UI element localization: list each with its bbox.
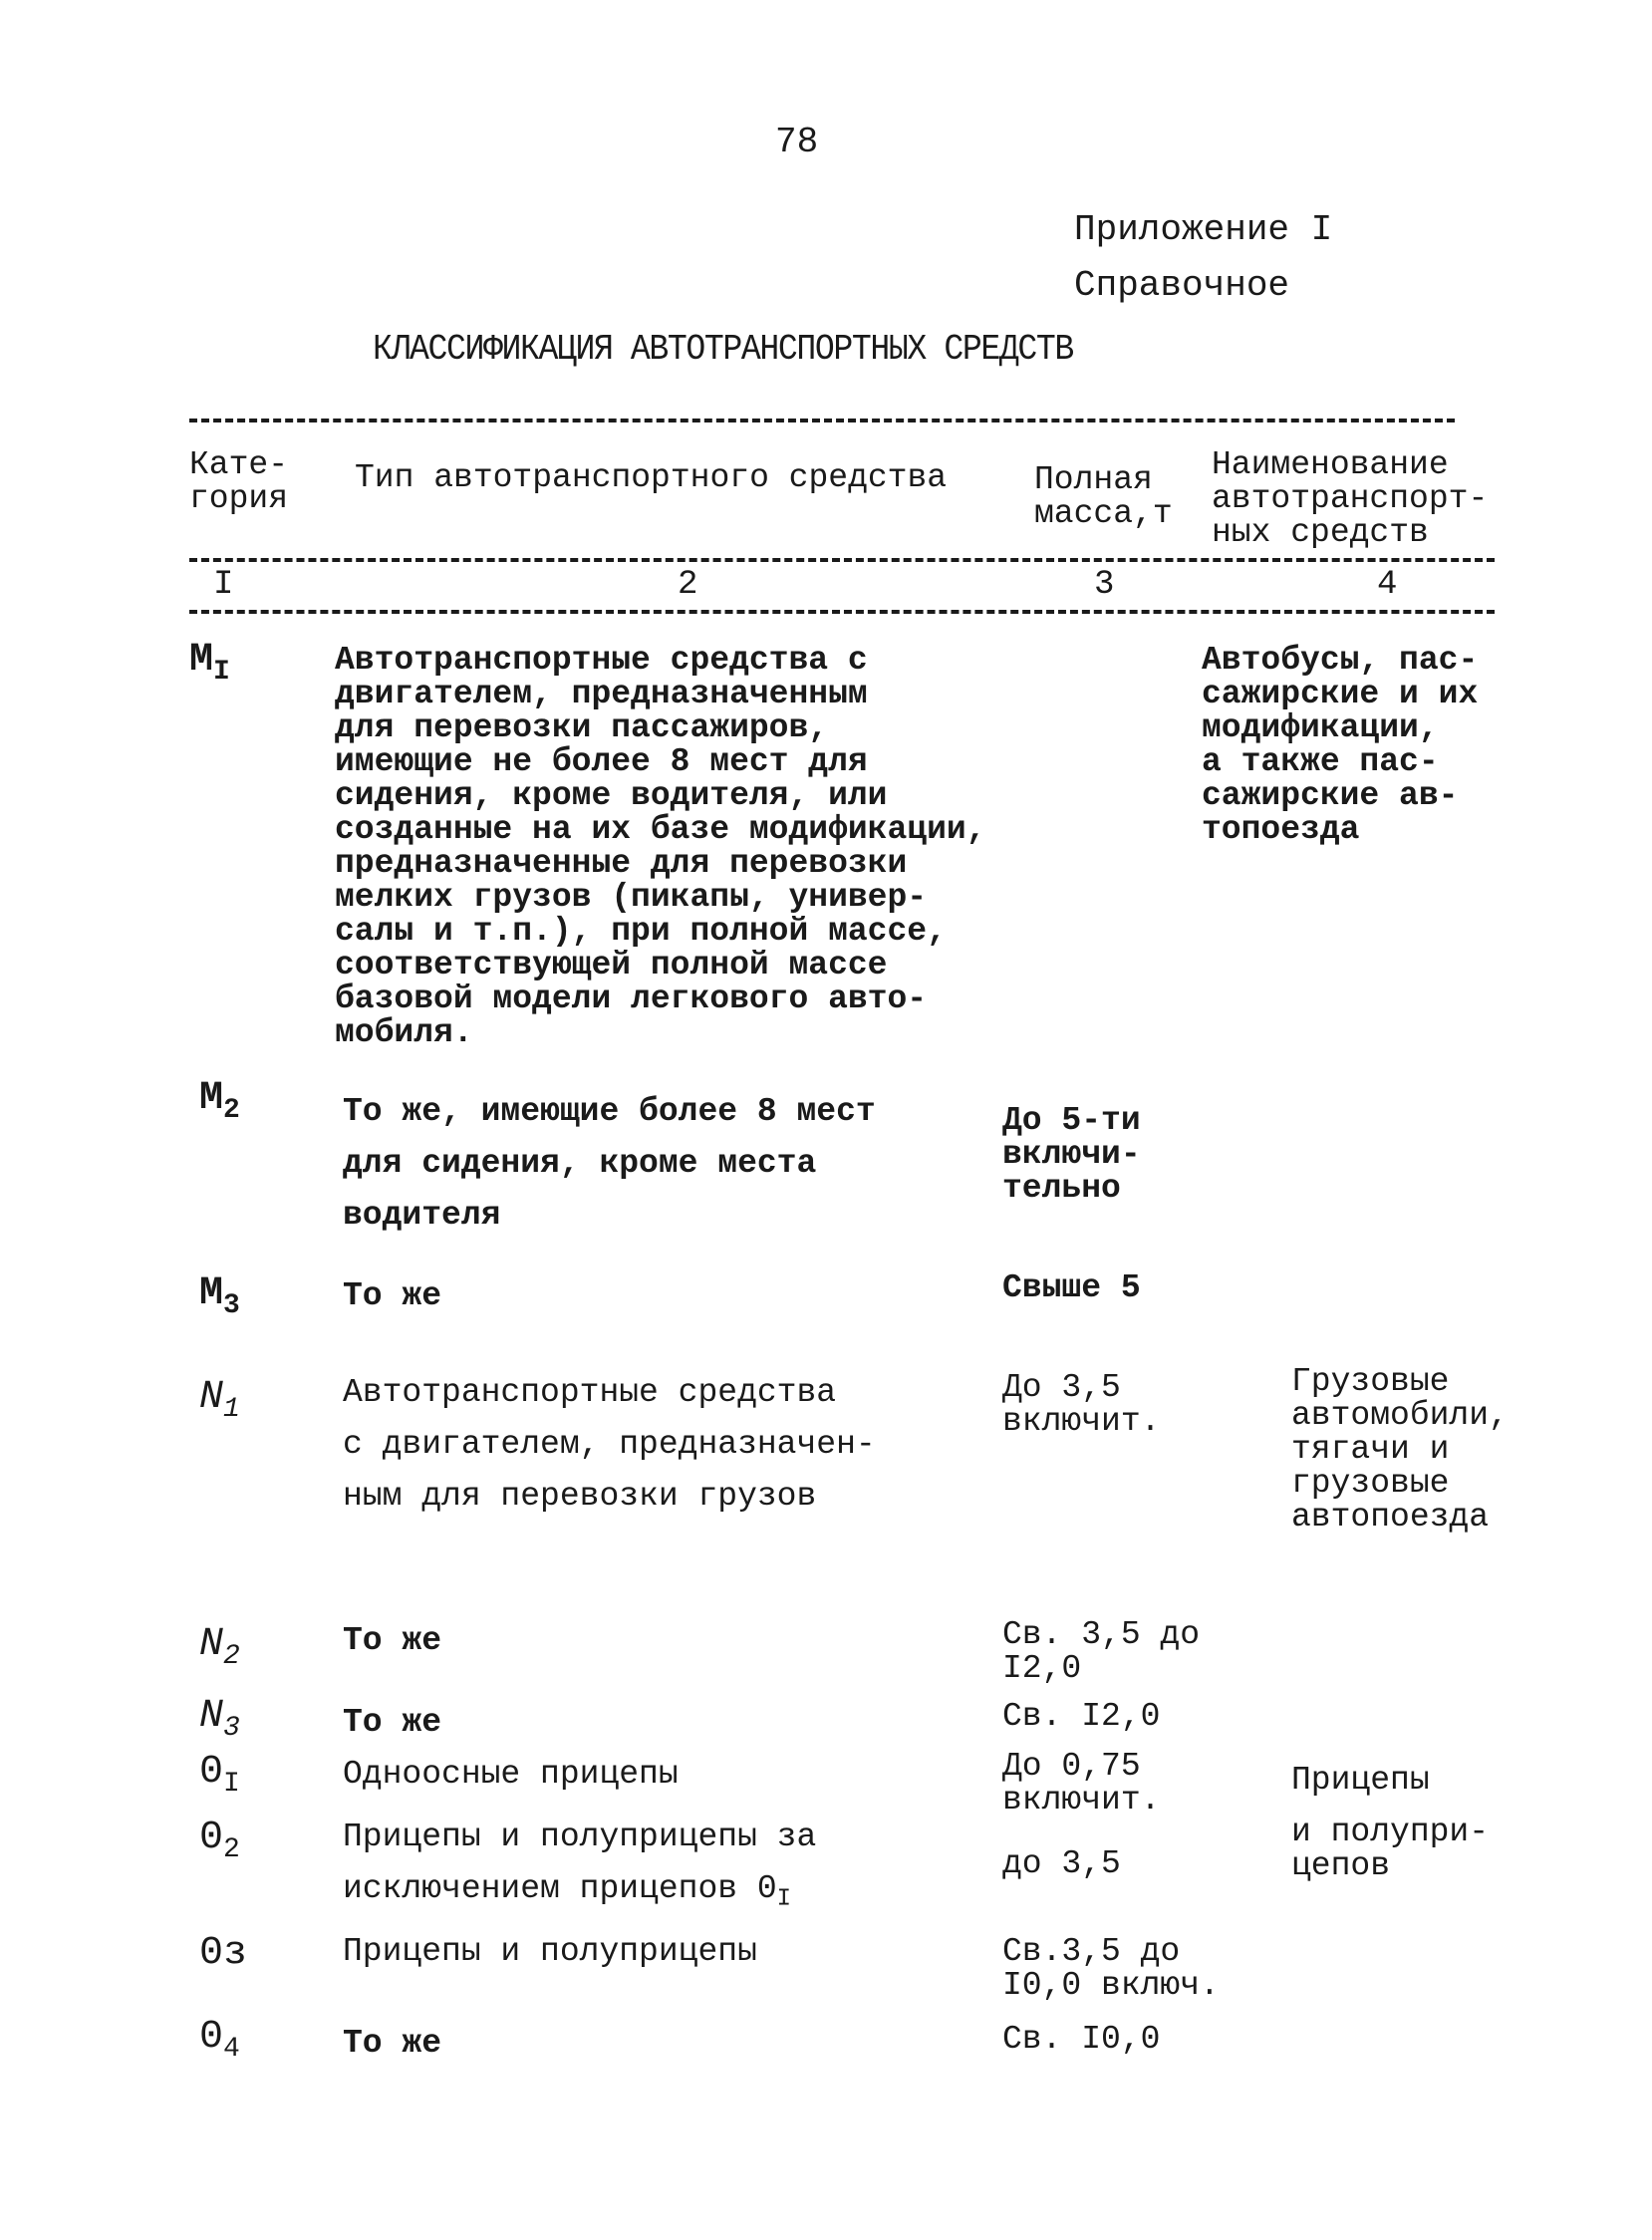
category-o1: $0_I$ — [199, 1750, 240, 1800]
type-o1: Одноосные прицепы — [343, 1756, 679, 1793]
header-category: Кате- гория — [189, 446, 289, 517]
mass-m3: Свыше 5 — [1002, 1269, 1141, 1306]
name-o2: и полупри- цепов — [1291, 1814, 1490, 1884]
category-n3: $N_3$ — [199, 1694, 240, 1744]
mass-n3: Св. I2,0 — [1002, 1698, 1161, 1735]
type-m2: То же, имеющие более 8 мест для сидения, кроме места водителя — [343, 1093, 876, 1234]
column-number-1: I — [213, 566, 234, 604]
type-m3: То же — [343, 1277, 442, 1314]
column-number-3: 3 — [1094, 566, 1115, 604]
mass-o1: До 0,75 включит. — [1002, 1748, 1161, 1819]
mass-o3: Св.3,5 до I0,0 включ. — [1002, 1933, 1220, 2004]
type-n2: То же — [343, 1622, 442, 1659]
header-mass: Полная масса,т — [1034, 461, 1173, 532]
page-number: 78 — [775, 122, 819, 162]
category-m3: $M_3$ — [199, 1271, 240, 1321]
mass-n1: До 3,5 включит. — [1002, 1369, 1161, 1440]
category-o2: $0_2$ — [199, 1816, 240, 1865]
category-n1: $N_1$ — [199, 1375, 240, 1425]
mass-o4: Св. I0,0 — [1002, 2021, 1161, 2058]
category-n2: $N_2$ — [199, 1622, 240, 1672]
category-m2: $M_2$ — [199, 1076, 240, 1126]
appendix-kind: Справочное — [1074, 265, 1290, 306]
name-o1: Прицепы — [1291, 1762, 1430, 1799]
type-m1: Автотранспортные средства с двигателем, предназначенным для перевозки пассажиров, имеющие не более 8 мест для сидения, кроме водителя, или созданные на их базе модификации, предназначенные для перевозки мелких грузов (пикапы, универ- салы и т.п.), при полной массе, соответствующей полной массе базовой модели легкового авто- мобиля. — [335, 642, 986, 1051]
name-m1: Автобусы, пас- сажирские и их модификации, а также пас- сажирские ав- топоезда — [1202, 642, 1479, 848]
document-title: КЛАССИФИКАЦИЯ АВТОТРАНСПОРТНЫХ СРЕДСТВ — [373, 329, 1073, 370]
category-o4: $0_4$ — [199, 2015, 240, 2065]
mass-o2: до 3,5 — [1002, 1845, 1121, 1882]
appendix-label: Приложение I — [1074, 209, 1333, 250]
mass-n2: Св. 3,5 до I2,0 — [1002, 1616, 1201, 1687]
mass-m2: До 5-ти включи- тельно — [1002, 1102, 1141, 1207]
category-o3: 0з — [199, 1931, 248, 1976]
header-type: Тип автотранспортного средства — [355, 459, 948, 496]
type-n1: Автотранспортные средства с двигателем, предназначен- ным для перевозки грузов — [343, 1374, 876, 1515]
type-n3: То же — [343, 1704, 442, 1741]
type-o4: То же — [343, 2025, 442, 2062]
column-number-4: 4 — [1377, 566, 1398, 604]
header-rule — [189, 558, 1495, 562]
numbers-rule — [189, 610, 1495, 614]
category-m1: $M_I$ — [189, 638, 230, 688]
header-name: Наименование автотранспорт- ных средств — [1212, 446, 1489, 551]
column-number-2: 2 — [678, 566, 698, 604]
name-n1: Грузовые автомобили, тягачи и грузовые автопоезда — [1291, 1363, 1509, 1536]
type-o3: Прицепы и полуприцепы — [343, 1933, 757, 1970]
table-top-rule — [189, 419, 1455, 422]
type-o2: Прицепы и полуприцепы за исключением прицепов $0_I$ — [343, 1819, 817, 1913]
